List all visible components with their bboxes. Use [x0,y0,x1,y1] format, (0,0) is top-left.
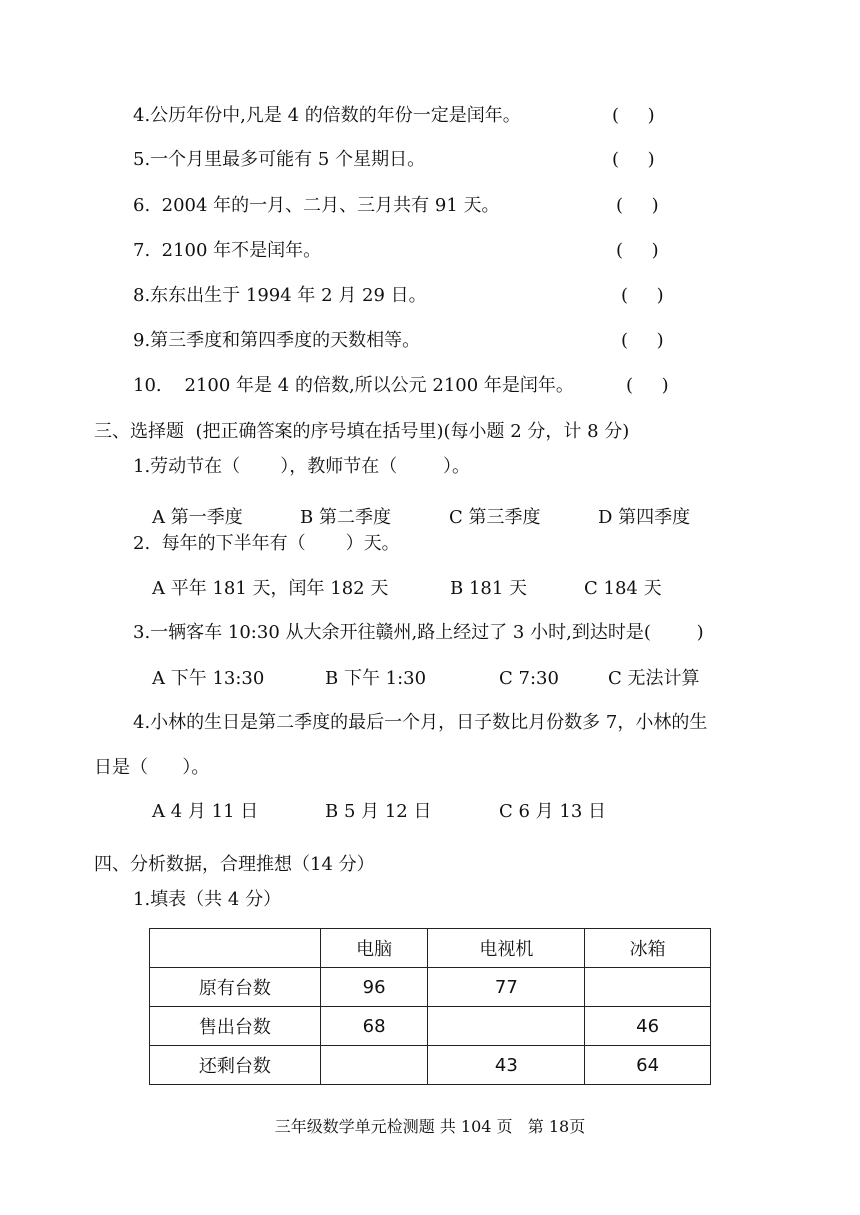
question-2: 2. 每年的下半年有（ ）天。 [133,533,400,554]
question-4-line1: 4.小林的生日是第二季度的最后一个月，日子数比月份数多 7，小林的生 [133,712,708,733]
judge-item-10: 10. 2100 年是 4 的倍数,所以公元 2100 年是闰年。 [133,375,574,396]
table-cell: 43 [428,1046,585,1085]
header-cell-fridge: 冰箱 [585,929,711,968]
header-cell-computer: 电脑 [320,929,428,968]
answer-paren[interactable]: ( ) [612,149,655,170]
table-header-row [150,929,711,968]
option[interactable]: A 4 月 11 日 [152,801,259,822]
subquestion-fill-table: 1.填表（共 4 分） [133,889,282,910]
row-label: 原有台数 [150,968,321,1007]
table-cell-blank[interactable] [428,1007,585,1046]
table-row [150,968,711,1007]
option[interactable]: B 181 天 [450,578,528,599]
header-cell-empty [150,929,321,968]
answer-paren[interactable]: ( ) [616,240,659,261]
answer-paren[interactable]: ( ) [621,285,664,306]
judge-item-4: 4.公历年份中,凡是 4 的倍数的年份一定是闰年。 [133,105,521,126]
judge-item-9: 9.第三季度和第四季度的天数相等。 [133,330,421,351]
option[interactable]: A 第一季度 [152,507,243,528]
table-cell: 64 [585,1046,711,1085]
row-label: 售出台数 [150,1007,321,1046]
question-1: 1.劳动节在（ ），教师节在（ ）。 [133,456,470,477]
answer-paren[interactable]: ( ) [621,330,664,351]
judge-item-6: 6. 2004 年的一月、二月、三月共有 91 天。 [133,195,500,216]
section3-heading: 三、选择题 (把正确答案的序号填在括号里)(每小题 2 分，计 8 分) [94,421,630,442]
option[interactable]: D 第四季度 [598,507,691,528]
question-4-line2: 日是（ ）。 [94,757,210,778]
option[interactable]: A 下午 13:30 [152,668,265,689]
row-label: 还剩台数 [150,1046,321,1085]
judge-item-5: 5.一个月里最多可能有 5 个星期日。 [133,149,426,170]
section4-heading: 四、分析数据，合理推想（14 分） [94,854,375,875]
question-3: 3.一辆客车 10:30 从大余开往赣州,路上经过了 3 小时,到达时是( ) [133,622,704,643]
judge-item-8: 8.东东出生于 1994 年 2 月 29 日。 [133,285,427,306]
option[interactable]: C 第三季度 [449,507,541,528]
table-cell: 68 [320,1007,428,1046]
page-footer: 三年级数学单元检测题 共 104 页 第 18页 [274,1117,586,1136]
option[interactable]: B 下午 1:30 [325,668,427,689]
table-cell-blank[interactable] [585,968,711,1007]
table-row [150,1046,711,1085]
option[interactable]: A 平年 181 天，闰年 182 天 [152,578,389,599]
option[interactable]: B 第二季度 [300,507,391,528]
option[interactable]: C 184 天 [584,578,662,599]
option[interactable]: C 无法计算 [608,668,700,689]
header-cell-tv: 电视机 [428,929,585,968]
data-table [149,928,711,1085]
table-cell-blank[interactable] [320,1046,428,1085]
table-cell: 96 [320,968,428,1007]
judge-item-7: 7. 2100 年不是闰年。 [133,240,322,261]
option[interactable]: C 6 月 13 日 [499,801,607,822]
option[interactable]: B 5 月 12 日 [325,801,432,822]
table-cell: 46 [585,1007,711,1046]
answer-paren[interactable]: ( ) [626,375,669,396]
table-row [150,1007,711,1046]
answer-paren[interactable]: ( ) [612,105,655,126]
option[interactable]: C 7:30 [499,668,559,689]
answer-paren[interactable]: ( ) [616,195,659,216]
table-cell: 77 [428,968,585,1007]
